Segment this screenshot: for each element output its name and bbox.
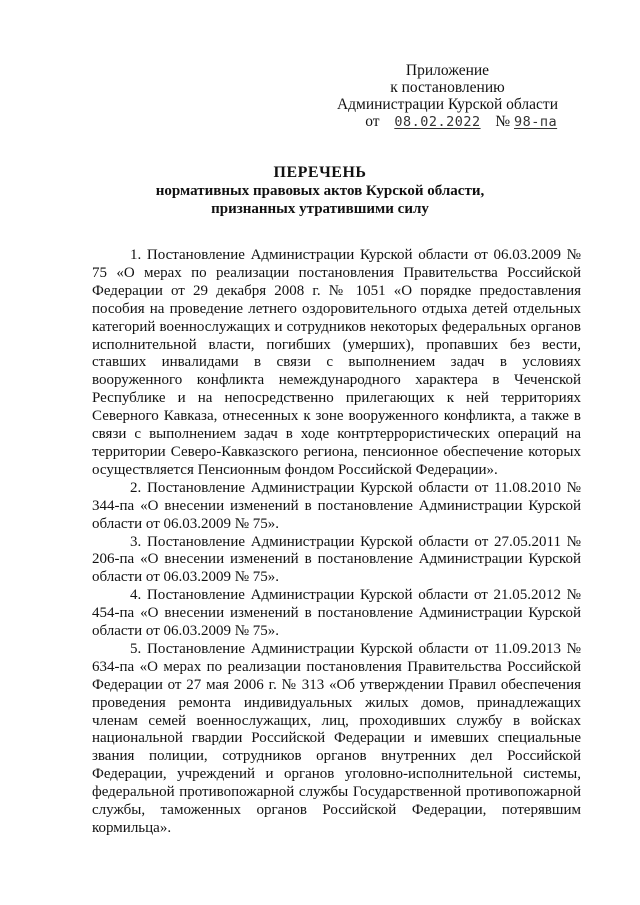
document-subtitle-line-1: нормативных правовых актов Курской области, xyxy=(155,183,485,199)
list-item: 5. Постановление Администрации Курской области от 11.09.2013 № 634-па «О мерах по реализации постановления Правительства Российской Федерации от 27 мая 2006 г. № 313 «Об утверждении Правил обеспечения проведения ремонта индивидуальных жилых домов, принадлежащих членам семей военнослужащих, лиц, проходивших службу в войсках национальной гвардии Российской Федерации и имевших специальные звания полиции, сотрудников органов внутренних дел Российской Федерации, учреждений и органов уголовно-исполнительной системы, федеральной противопожарной службы Государственной противопожарной службы, таможенных органов Российской Федерации, потерявшим кормильца». xyxy=(92,640,581,836)
number-prefix: № xyxy=(495,113,511,130)
list-item: 2. Постановление Администрации Курской области от 11.08.2010 № 344-па «О внесении изменений в постановление Администрации Курской области от 06.03.2009 № 75». xyxy=(92,479,581,532)
date-prefix: от xyxy=(365,113,380,130)
document-heading xyxy=(0,164,640,218)
appendix-label: Приложение xyxy=(405,62,490,79)
acts-list xyxy=(92,247,581,838)
decree-date: 08.02.2022 xyxy=(394,114,481,130)
appendix-header xyxy=(337,62,558,131)
list-item: 3. Постановление Администрации Курской области от 27.05.2011 № 206-па «О внесении изменений в постановление Администрации Курской области от 06.03.2009 № 75». xyxy=(92,533,581,586)
document-title: ПЕРЕЧЕНЬ xyxy=(273,164,367,181)
appendix-authority: Администрации Курской области xyxy=(336,96,558,113)
appendix-reference: к постановлению xyxy=(390,79,505,96)
decree-number: 98-па xyxy=(514,114,558,130)
list-item: 4. Постановление Администрации Курской области от 21.05.2012 № 454-па «О внесении изменений в постановление Администрации Курской области от 06.03.2009 № 75». xyxy=(92,587,581,640)
document-subtitle-line-2: признанных утратившими силу xyxy=(211,201,429,217)
list-item: 1. Постановление Администрации Курской области от 06.03.2009 № 75 «О мерах по реализации постановления Правительства Российской Федерации от 29 декабря 2008 г. № 1051 «О порядке предоставления пособия на проведение летнего оздоровительного отдыха детей отдельных категорий военнослужащих и сотрудников некоторых федеральных органов исполнительной власти, погибших (умерших), пропавших без вести, ставших инвалидами в связи с выполнением задач в условиях вооруженного конфликта немеждународного характера в Чеченской Республике и на непосредственно прилегающих к ней территориях Северного Кавказа, отнесенных к зоне вооруженного конфликта, а также в связи с выполнением задач в ходе контртеррористических операций на территории Северо-Кавказского региона, пенсионное обеспечение которых осуществляется Пенсионным фондом Российской Федерации». xyxy=(92,247,581,478)
appendix-date-line xyxy=(337,113,560,131)
